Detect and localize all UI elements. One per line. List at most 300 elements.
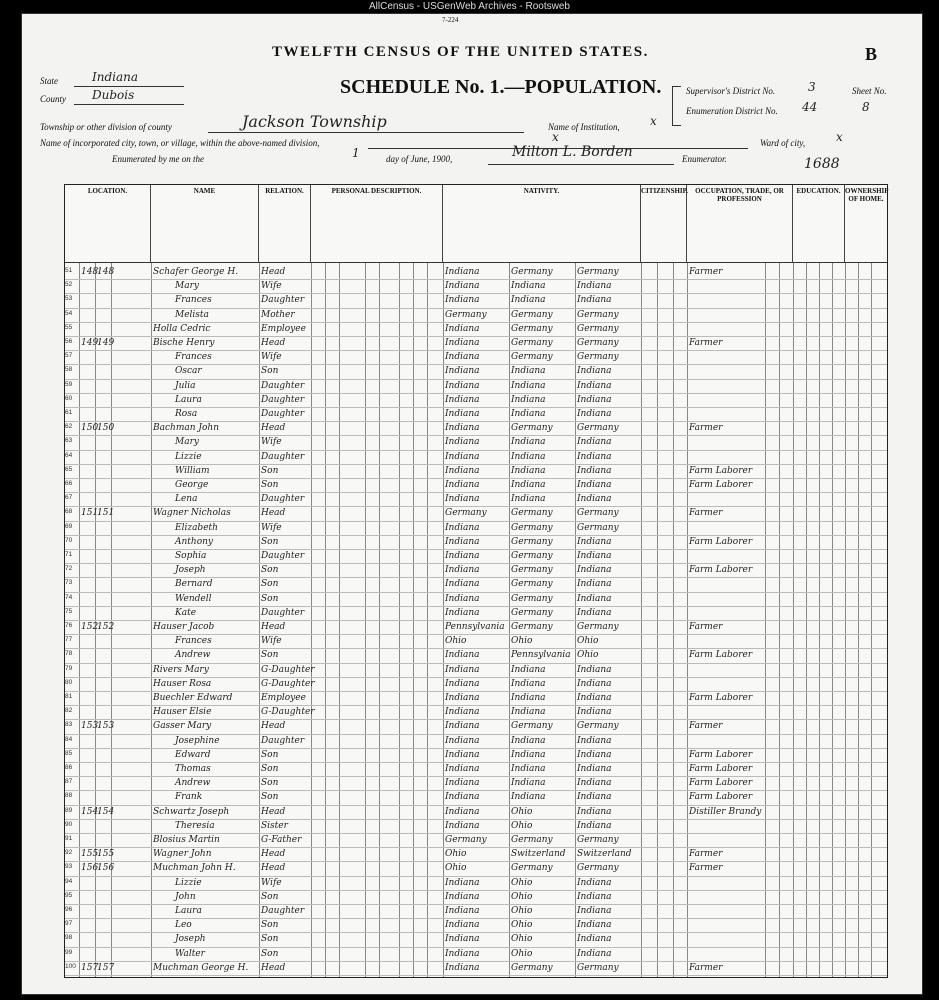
cell-rel: Son (261, 934, 279, 945)
cell-mo: Indiana (577, 920, 612, 931)
cell-name: Hauser Elsie (153, 707, 212, 718)
cell-dw: 148 (81, 267, 99, 277)
cell-birth: Indiana (445, 735, 480, 746)
cell-birth: Indiana (445, 352, 480, 363)
cell-mo: Indiana (577, 437, 612, 448)
col-header-relation: RELATION. (259, 185, 311, 263)
cell-n: 100 (65, 962, 76, 970)
cell-fam: 153 (97, 721, 115, 732)
cell-mo: Indiana (577, 664, 612, 675)
cell-rel: Son (261, 749, 279, 760)
cell-n: 74 (65, 593, 73, 601)
cell-birth: Indiana (445, 962, 480, 973)
cell-n: 53 (65, 295, 73, 303)
cell-birth: Indiana (445, 764, 480, 774)
cell-fa: Germany (511, 565, 553, 576)
enum-district-label: Enumeration District No. (686, 106, 778, 116)
cell-name: Rivers Mary (153, 664, 209, 675)
col-header-citizenship: CITIZENSHIP. (641, 185, 687, 263)
cell-fa: Germany (511, 423, 553, 434)
cell-rel: Wife (261, 877, 282, 888)
cell-name: Mary (175, 281, 199, 292)
enumerated-label: Enumerated by me on the (112, 154, 204, 164)
cell-n: 58 (65, 366, 73, 374)
cell-fa: Indiana (511, 451, 546, 462)
col-header-occupation: OCCUPATION, TRADE, OR PROFESSION (687, 185, 793, 263)
cell-n: 64 (65, 451, 73, 459)
cell-n: 90 (65, 820, 73, 828)
cell-n: 57 (65, 352, 73, 360)
cell-fa: Ohio (511, 806, 533, 817)
cell-mo: Indiana (577, 465, 612, 476)
cell-rel: Head (261, 721, 286, 732)
cell-fa: Indiana (511, 394, 546, 405)
cell-occ: Farmer (689, 863, 723, 874)
enum-district-value: 44 (802, 100, 818, 114)
cell-mo: Indiana (577, 607, 612, 618)
cell-fa: Ohio (511, 948, 533, 959)
cell-n: 51 (65, 267, 73, 274)
cell-rel: Daughter (261, 735, 305, 746)
cell-birth: Indiana (445, 778, 480, 789)
cell-fa: Germany (511, 607, 553, 618)
cell-mo: Indiana (577, 593, 612, 604)
cell-birth: Indiana (445, 281, 480, 292)
cell-rel: Wife (261, 522, 282, 533)
cell-occ: Farmer (689, 267, 723, 277)
institution-value: x (650, 114, 657, 128)
cell-name: John (175, 891, 196, 902)
cell-name: Lizzie (175, 451, 202, 462)
cell-fa: Ohio (511, 920, 533, 931)
cell-rel: Son (261, 778, 279, 789)
cell-birth: Indiana (445, 607, 480, 618)
cell-birth: Indiana (445, 267, 480, 277)
cell-birth: Indiana (445, 295, 480, 306)
cell-mo: Germany (577, 323, 619, 334)
cell-birth: Indiana (445, 380, 480, 391)
cell-dw: 157 (81, 962, 99, 973)
cell-fa: Ohio (511, 906, 533, 916)
cell-name: Bachman John (153, 423, 219, 434)
cell-mo: Germany (577, 352, 619, 363)
cell-rel: Son (261, 579, 279, 590)
cell-rel: Son (261, 764, 279, 774)
supervisor-value: 3 (808, 80, 816, 94)
cell-birth: Indiana (445, 451, 480, 462)
cell-fa: Ohio (511, 636, 533, 647)
cell-fa: Germany (511, 536, 553, 547)
cell-mo: Germany (577, 835, 619, 845)
cell-name: Gasser Mary (153, 721, 212, 732)
cell-fa: Germany (511, 622, 553, 632)
cell-mo: Indiana (577, 295, 612, 306)
cell-mo: Indiana (577, 749, 612, 760)
cell-fa: Germany (511, 593, 553, 604)
cell-fa: Germany (511, 267, 553, 277)
top-banner: AllCensus - USGenWeb Archives - Rootsweb (0, 0, 939, 14)
cell-name: Lena (175, 494, 198, 505)
cell-fa: Indiana (511, 693, 546, 703)
cell-occ: Farm Laborer (689, 536, 753, 547)
cell-n: 78 (65, 650, 73, 658)
cell-mo: Indiana (577, 480, 612, 490)
cell-rel: Son (261, 366, 279, 377)
cell-fa: Germany (511, 323, 553, 334)
cell-dw: 153 (81, 721, 99, 732)
cell-rel: Wife (261, 352, 282, 363)
cell-n: 73 (65, 579, 73, 587)
cell-n: 99 (65, 948, 73, 956)
cell-fa: Germany (511, 338, 553, 348)
cell-birth: Ohio (445, 863, 467, 874)
cell-n: 55 (65, 323, 73, 331)
cell-name: Lizzie (175, 877, 202, 888)
cell-n: 93 (65, 863, 73, 871)
cell-n: 85 (65, 749, 73, 757)
cell-rel: Daughter (261, 394, 305, 405)
cell-n: 76 (65, 622, 73, 629)
cell-n: 80 (65, 678, 73, 686)
cell-mo: Ohio (577, 636, 599, 647)
cell-rel: Daughter (261, 380, 305, 391)
sheet-letter: B (865, 44, 878, 64)
cell-rel: Mother (261, 309, 295, 320)
cell-fa: Indiana (511, 465, 546, 476)
cell-name: Theresia (175, 820, 215, 831)
cell-n: 83 (65, 721, 73, 729)
cell-name: Oscar (175, 366, 202, 377)
col-header-education: EDUCATION. (793, 185, 845, 263)
cell-mo: Indiana (577, 806, 612, 817)
cell-occ: Farm Laborer (689, 465, 753, 476)
cell-birth: Indiana (445, 437, 480, 448)
cell-fam: 148 (97, 267, 115, 277)
cell-n: 94 (65, 877, 73, 885)
cell-fa: Germany (511, 551, 553, 561)
cell-rel: Head (261, 267, 286, 277)
cell-birth: Indiana (445, 749, 480, 760)
cell-name: Schafer George H. (153, 267, 239, 277)
cell-n: 69 (65, 522, 73, 530)
cell-fa: Indiana (511, 678, 546, 689)
cell-rel: Son (261, 465, 279, 476)
cell-rel: Son (261, 920, 279, 931)
cell-n: 84 (65, 735, 73, 743)
cell-name: Laura (175, 906, 202, 916)
cell-name: Andrew (175, 650, 211, 661)
cell-occ: Distiller Brandy (689, 806, 762, 817)
cell-n: 72 (65, 565, 73, 573)
cell-mo: Indiana (577, 707, 612, 718)
cell-rel: Sister (261, 820, 288, 831)
cell-name: Leo (175, 920, 192, 931)
cell-dw: 149 (81, 338, 99, 348)
cell-n: 89 (65, 806, 73, 814)
cell-fa: Germany (511, 522, 553, 533)
cell-mo: Germany (577, 522, 619, 533)
cell-rel: G-Daughter (261, 664, 315, 675)
cell-rel: Daughter (261, 295, 305, 306)
cell-name: Walter (175, 948, 205, 959)
page-stamp: 1688 (804, 156, 840, 172)
cell-birth: Ohio (445, 636, 467, 647)
county-value: Dubois (92, 88, 135, 102)
cell-name: Wagner Nicholas (153, 508, 231, 519)
cell-rel: Wife (261, 437, 282, 448)
enumerator-label: Enumerator. (682, 154, 727, 164)
cell-mo: Germany (577, 423, 619, 434)
cell-mo: Germany (577, 962, 619, 973)
cell-mo: Indiana (577, 281, 612, 292)
cell-fam: 154 (97, 806, 115, 817)
cell-birth: Indiana (445, 891, 480, 902)
cell-rel: Daughter (261, 451, 305, 462)
cell-mo: Indiana (577, 380, 612, 391)
cell-fa: Germany (511, 863, 553, 874)
cell-rel: Daughter (261, 551, 305, 561)
cell-n: 62 (65, 423, 73, 431)
cell-birth: Indiana (445, 806, 480, 817)
cell-birth: Indiana (445, 465, 480, 476)
cell-n: 66 (65, 480, 73, 487)
cell-birth: Ohio (445, 849, 467, 860)
cell-name: Bische Henry (153, 338, 215, 348)
cell-rel: Employee (261, 323, 306, 334)
cell-occ: Farm Laborer (689, 749, 753, 760)
form-number: 7-224 (442, 16, 459, 24)
cell-mo: Indiana (577, 778, 612, 789)
cell-mo: Indiana (577, 764, 612, 774)
col-header-nativity: NATIVITY. (443, 185, 641, 263)
cell-name: Thomas (175, 764, 211, 774)
cell-mo: Indiana (577, 451, 612, 462)
cell-n: 65 (65, 465, 73, 473)
cell-rel: Son (261, 536, 279, 547)
cell-fa: Pennsylvania (511, 650, 571, 661)
cell-name: Frances (175, 352, 212, 363)
cell-name: Wagner John (153, 849, 212, 860)
col-header-personal: PERSONAL DESCRIPTION. (311, 185, 443, 263)
cell-birth: Indiana (445, 394, 480, 405)
cell-name: Andrew (175, 778, 211, 789)
cell-mo: Indiana (577, 579, 612, 590)
cell-mo: Indiana (577, 494, 612, 505)
cell-fam: 156 (97, 863, 115, 874)
cell-n: 70 (65, 536, 73, 544)
cell-fa: Indiana (511, 366, 546, 377)
cell-fa: Indiana (511, 380, 546, 391)
cell-name: Muchman John H. (153, 863, 236, 874)
cell-mo: Indiana (577, 735, 612, 746)
cell-mo: Germany (577, 338, 619, 348)
cell-occ: Farmer (689, 721, 723, 732)
cell-fa: Indiana (511, 764, 546, 774)
cell-fa: Ohio (511, 820, 533, 831)
cell-fa: Indiana (511, 480, 546, 490)
cell-name: Hauser Jacob (153, 622, 215, 632)
cell-fa: Ohio (511, 877, 533, 888)
cell-n: 52 (65, 281, 73, 289)
cell-occ: Farm Laborer (689, 480, 753, 490)
incorporated-label: Name of incorporated city, town, or village, within the above-named division, (40, 138, 320, 148)
cell-mo: Indiana (577, 409, 612, 419)
cell-mo: Germany (577, 309, 619, 320)
cell-n: 67 (65, 494, 73, 502)
cell-fa: Ohio (511, 891, 533, 902)
cell-mo: Indiana (577, 792, 612, 803)
cell-birth: Indiana (445, 678, 480, 689)
cell-name: Frank (175, 792, 203, 803)
cell-rel: Head (261, 338, 286, 348)
cell-n: 61 (65, 409, 73, 416)
cell-name: Buechler Edward (153, 693, 233, 703)
cell-n: 60 (65, 394, 73, 402)
cell-occ: Farm Laborer (689, 565, 753, 576)
cell-n: 77 (65, 636, 73, 644)
township-value: Jackson Township (242, 112, 387, 131)
cell-rel: Wife (261, 636, 282, 647)
cell-name: Bernard (175, 579, 213, 590)
cell-birth: Indiana (445, 664, 480, 675)
cell-n: 86 (65, 764, 73, 771)
cell-name: Muchman George H. (153, 962, 249, 973)
col-header-location: LOCATION. (65, 185, 151, 263)
cell-birth: Indiana (445, 551, 480, 561)
cell-fa: Indiana (511, 707, 546, 718)
cell-rel: G-Father (261, 835, 302, 845)
cell-occ: Farmer (689, 622, 723, 632)
cell-mo: Indiana (577, 536, 612, 547)
cell-fa: Germany (511, 721, 553, 732)
cell-mo: Indiana (577, 877, 612, 888)
cell-name: Laura (175, 394, 202, 405)
cell-name: Sophia (175, 551, 207, 561)
cell-occ: Farmer (689, 849, 723, 860)
county-label: County (40, 94, 66, 104)
state-value: Indiana (92, 70, 139, 84)
cell-name: Josephine (175, 735, 220, 746)
cell-birth: Indiana (445, 480, 480, 490)
institution-label: Name of Institution, (548, 122, 620, 132)
cell-rel: Head (261, 962, 286, 973)
cell-rel: Son (261, 792, 279, 803)
population-table (64, 184, 888, 978)
cell-occ: Farmer (689, 962, 723, 973)
cell-name: Frances (175, 295, 212, 306)
cell-fam: 151 (97, 508, 115, 519)
cell-n: 63 (65, 437, 73, 445)
cell-fa: Germany (511, 352, 553, 363)
cell-fa: Germany (511, 835, 553, 845)
cell-rel: Daughter (261, 607, 305, 618)
cell-occ: Farmer (689, 338, 723, 348)
cell-rel: Son (261, 948, 279, 959)
cell-name: Julia (175, 380, 196, 391)
cell-fa: Indiana (511, 664, 546, 675)
cell-rel: Wife (261, 281, 282, 292)
cell-mo: Germany (577, 622, 619, 632)
cell-mo: Indiana (577, 678, 612, 689)
cell-n: 87 (65, 778, 73, 786)
cell-birth: Indiana (445, 721, 480, 732)
enumerated-day: 1 (352, 146, 360, 160)
cell-name: Mary (175, 437, 199, 448)
sheet-value: 8 (862, 100, 870, 114)
cell-rel: Head (261, 622, 286, 632)
cell-fam: 150 (97, 423, 115, 434)
cell-name: Joseph (175, 565, 206, 576)
cell-mo: Germany (577, 267, 619, 277)
cell-occ: Farm Laborer (689, 693, 753, 703)
cell-occ: Farmer (689, 423, 723, 434)
col-header-ownership: OWNERSHIP OF HOME. (845, 185, 887, 263)
cell-rel: Son (261, 650, 279, 661)
cell-birth: Indiana (445, 877, 480, 888)
cell-birth: Germany (445, 309, 487, 320)
cell-fa: Indiana (511, 749, 546, 760)
supervisor-label: Supervisor's District No. (686, 86, 776, 96)
cell-mo: Ohio (577, 650, 599, 661)
cell-rel: Daughter (261, 906, 305, 916)
cell-mo: Indiana (577, 948, 612, 959)
cell-rel: Son (261, 480, 279, 490)
cell-mo: Indiana (577, 906, 612, 916)
state-label: State (40, 76, 58, 86)
cell-fa: Germany (511, 508, 553, 519)
cell-fa: Indiana (511, 778, 546, 789)
cell-mo: Switzerland (577, 849, 632, 860)
cell-n: 95 (65, 891, 73, 899)
cell-mo: Indiana (577, 891, 612, 902)
cell-birth: Germany (445, 835, 487, 845)
cell-birth: Pennsylvania (445, 622, 505, 632)
cell-occ: Farm Laborer (689, 764, 753, 774)
incorporated-value: x (552, 130, 559, 144)
cell-fam: 155 (97, 849, 115, 860)
cell-n: 96 (65, 906, 73, 913)
cell-birth: Indiana (445, 820, 480, 831)
cell-name: Anthony (175, 536, 214, 547)
cell-fam: 152 (97, 622, 115, 632)
cell-birth: Indiana (445, 934, 480, 945)
cell-n: 59 (65, 380, 73, 388)
cell-n: 68 (65, 508, 73, 516)
cell-birth: Indiana (445, 494, 480, 505)
cell-rel: Head (261, 806, 286, 817)
census-sheet (22, 14, 922, 994)
cell-fa: Indiana (511, 792, 546, 803)
cell-dw: 156 (81, 863, 99, 874)
cell-fa: Indiana (511, 295, 546, 306)
cell-fa: Indiana (511, 735, 546, 746)
enumerator-name: Milton L. Borden (512, 144, 633, 160)
cell-fa: Indiana (511, 437, 546, 448)
cell-mo: Germany (577, 508, 619, 519)
cell-name: Hauser Rosa (153, 678, 212, 689)
schedule-title: SCHEDULE No. 1.—POPULATION. (340, 76, 662, 98)
census-title: TWELFTH CENSUS OF THE UNITED STATES. (272, 44, 649, 60)
cell-birth: Indiana (445, 409, 480, 419)
cell-fam: 157 (97, 962, 115, 973)
cell-name: Joseph (175, 934, 206, 945)
township-label: Township or other division of county (40, 122, 172, 132)
cell-birth: Indiana (445, 536, 480, 547)
cell-mo: Indiana (577, 820, 612, 831)
cell-rel: Employee (261, 693, 306, 703)
cell-name: George (175, 480, 209, 490)
cell-name: William (175, 465, 210, 476)
